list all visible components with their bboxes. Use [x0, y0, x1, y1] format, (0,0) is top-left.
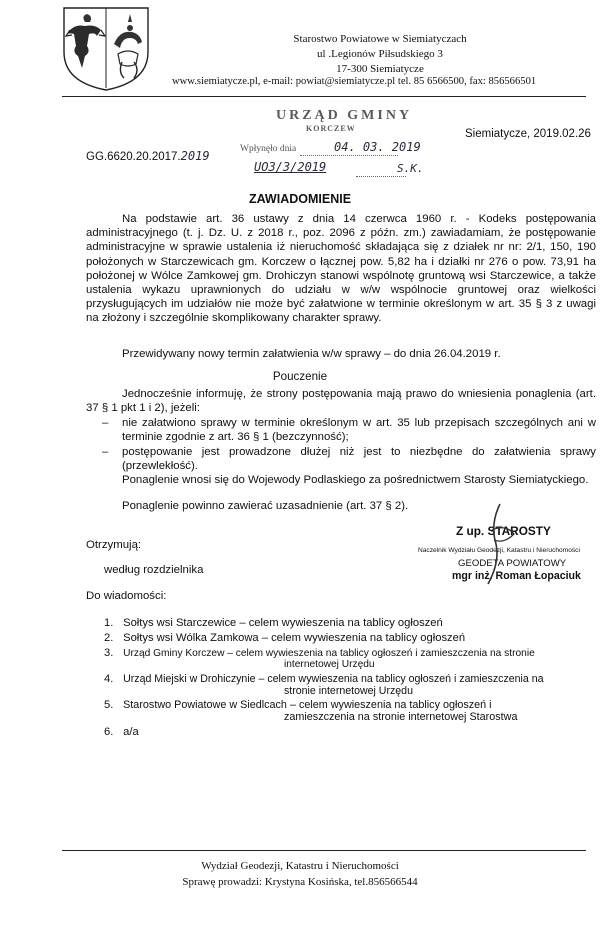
cc-item-number: 6.	[104, 726, 114, 738]
document-title: ZAWIADOMIENIE	[248, 192, 352, 206]
cc-item-continuation: internetowej Urzędu	[284, 659, 375, 670]
place-date: Siemiatycze, 2019.02.26	[465, 128, 591, 140]
cc-item-text: Urząd Gminy Korczew – celem wywieszenia na tablicy ogłoszeń i zamieszczenia na stronie	[123, 648, 535, 659]
instruction-justification: Ponaglenie powinno zawierać uzasadnienie (art. 37 § 2).	[122, 500, 409, 512]
stamp-office-name: URZĄD GMINY	[276, 108, 413, 123]
office-contact: www.siemiatycze.pl, e-mail: powiat@siemiatycze.pl tel. 85 6566500, fax: 856566501	[172, 76, 537, 87]
stamp-received-label: Wpłynęło dnia	[240, 144, 297, 154]
instruction-item: – postępowanie jest prowadzone dłużej niż jest to niezbędne do załatwienia sprawy (przewlekłość).	[102, 446, 596, 473]
cc-label: Do wiadomości:	[86, 590, 167, 602]
handwritten-signature	[470, 500, 530, 590]
stamp-dotted-line	[300, 155, 398, 156]
office-name: Starostwo Powiatowe w Siemiatyczach	[293, 33, 467, 45]
recipients-value: według rozdzielnika	[104, 564, 204, 576]
stamp-received-date: 04. 03. 2019	[334, 140, 421, 154]
cc-item-number: 2.	[104, 632, 114, 644]
footer-handler: Sprawę prowadzi: Krystyna Kosińska, tel.856566544	[182, 876, 418, 888]
cc-item-text: Sołtys wsi Starczewice – celem wywieszenia na tablicy ogłoszeń	[123, 617, 443, 629]
office-city: 17-300 Siemiatycze	[336, 63, 424, 75]
signature-name: mgr inż. Roman Łopaciuk	[452, 570, 581, 582]
header-divider	[62, 96, 586, 97]
signature-title: GEODETA POWIATOWY	[458, 558, 567, 569]
cc-item-number: 1.	[104, 617, 114, 629]
instruction-item-text: nie załatwiono sprawy w terminie określonym w art. 35 lub przepisach szczególnych ani w terminie zgodnie z art. 36 § 1 (bezczynność);	[122, 417, 596, 444]
cc-item-text: Starostwo Powiatowe w Siedlcach – celem wywieszenia na tablicy ogłoszeń i	[123, 699, 492, 711]
case-number: GG.6620.20.2017.	[86, 151, 181, 163]
cc-item-text: Urząd Miejski w Drohiczynie – celem wywieszenia na tablicy ogłoszeń i zamieszczenia na	[123, 673, 544, 685]
cc-item	[104, 617, 443, 630]
new-deadline: Przewidywany nowy termin załatwienia w/w sprawy – do dnia 26.04.2019 r.	[122, 348, 501, 360]
stamp-office-location: KORCZEW	[306, 124, 356, 133]
footer-divider	[62, 850, 586, 851]
notice-paragraph: Na podstawie art. 36 ustawy z dnia 14 czerwca 1960 r. - Kodeks postępowania administracyjnego (t. j. Dz. U. z 2018 r., poz. 2096 z późn. zm.) zawiadamiam, że postępowanie administracyjne w sprawie ustalenia iż nieruchomość składająca się z działek nr nr: 2/1, 150, 190 położonych w Starczewicach gm. Korczew o łącznej pow. 5,82 ha i działki nr 276 o pow. 73,91 ha położonej w Wólce Zamkowej gm. Drohiczyn stanowi wspólnotę gruntową wsi Starczewice, a także ustalenia wykazu uprawnionych do udziału w w/w wspólnocie gruntowej oraz wielkości przysługujących im udziałów nie może być załatwione w terminie określonym w art. 35 § 3 z uwagi na złożony i szczególnie skomplikowany charakter sprawy.	[86, 213, 596, 325]
cc-item-number: 5.	[104, 699, 114, 711]
signature-position: Naczelnik Wydziału Geodezji, Katastru i Nieruchomości	[418, 547, 580, 554]
cc-item	[104, 632, 465, 645]
instruction-title: Pouczenie	[272, 370, 328, 383]
cc-item-text: Sołtys wsi Wólka Zamkowa – celem wywieszenia na tablicy ogłoszeń	[123, 632, 466, 644]
recipients-label: Otrzymują:	[86, 539, 142, 551]
stamp-registration-number: UO3/3/2019	[254, 160, 327, 174]
instruction-item: – nie załatwiono sprawy w terminie określonym w art. 35 lub przepisach szczególnych ani w terminie zgodnie z art. 36 § 1 (bezczynność);	[102, 417, 596, 444]
cc-item-number: 4.	[104, 673, 114, 685]
stamp-signature-line	[356, 176, 406, 177]
instruction-item-text: postępowanie jest prowadzone dłużej niż jest to niezbędne do załatwienia sprawy (przewlekłość).	[122, 446, 596, 473]
cc-item	[104, 699, 492, 712]
cc-item	[104, 726, 139, 739]
cc-item	[104, 673, 544, 686]
footer-department: Wydział Geodezji, Katastru i Nieruchomości	[201, 860, 399, 872]
instruction-appeal: Ponaglenie wnosi się do Wojewody Podlaskiego za pośrednictwem Starosty Siemiatyckiego.	[122, 474, 589, 486]
office-street: ul .Legionów Piłsudskiego 3	[317, 48, 443, 60]
cc-item-continuation: stronie internetowej Urzędu	[284, 685, 413, 697]
instruction-intro: Jednocześnie informuję, że strony postępowania mają prawo do wniesienia ponaglenia (art. 37 § 1 pkt 1 i 2), jeżeli:	[86, 388, 596, 415]
signature-authority: Z up. STAROSTY	[456, 524, 551, 538]
cc-item-text: a/a	[123, 726, 139, 738]
coat-of-arms-logo	[58, 4, 154, 92]
case-year-handwritten: 2019	[180, 149, 210, 163]
stamp-initials: S.K.	[397, 162, 424, 175]
cc-item-number: 3.	[104, 647, 114, 659]
cc-item-continuation: zamieszczenia na stronie internetowej Starostwa	[284, 711, 518, 723]
